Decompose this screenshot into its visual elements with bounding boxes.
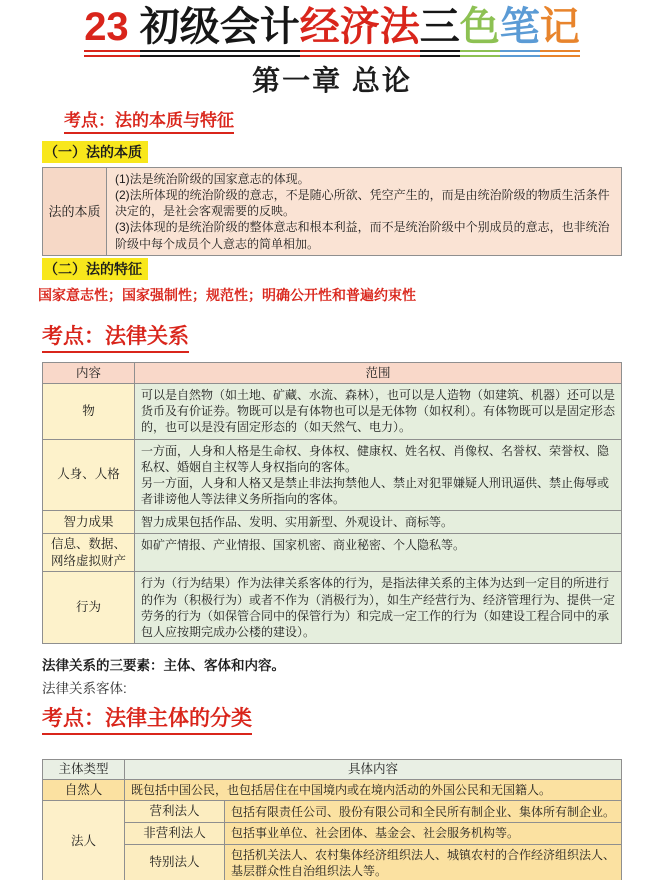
relations-header-scope: 范围 [135,362,622,384]
relations-label-intellect: 智力成果 [43,510,135,533]
title-segment-course: 初级会计 [140,6,300,57]
object-note: 法律关系客体: [42,680,127,696]
subjects-sublabel-forprofit: 营利法人 [125,801,225,823]
relations-text-person [135,439,622,510]
subjects-label-natural: 自然人 [43,779,125,801]
relations-table [42,362,622,644]
title-segment-year: 23 [84,6,140,57]
subjects-text-nonprofit: 包括事业单位、社会团体、基金会、社会服务机构等。 [225,823,622,845]
subjects-table [42,759,622,880]
subjects-header-type: 主体类型 [43,759,125,779]
topic-heading-essence-text: 考点：法的本质与特征 [64,106,234,134]
essence-line-3: (3)法体现的是统治阶级的整体意志和根本利益，而不是统治阶级中个别成员的意志，也非统治阶级中每个成员个人意志的简单相加。 [115,220,610,251]
table-row [43,384,622,439]
table-row [43,533,622,572]
relations-header-content: 内容 [43,362,135,384]
subjects-label-legal: 法人 [43,801,125,880]
table-row [43,779,622,801]
relations-text-intellect [135,510,622,533]
table-row [43,823,622,845]
essence-content-cell [107,168,622,255]
topic-heading-relations-text: 考点：法律关系 [42,320,189,353]
title-segment-three: 三 [420,6,460,57]
subjects-sublabel-nonprofit: 非营利法人 [125,823,225,845]
cell-paragraph: 可以是自然物（如土地、矿藏、水流、森林），也可以是人造物（如建筑、机器）还可以是货币及有价证券。物既可以是有体物也可以是无体物（如权利）。有体物既可以是固定形态的，也可以是没有固定形态的（如天然气、电力）。 [141,388,616,435]
subjects-text-forprofit: 包括有限责任公司、股份有限公司和全民所有制企业、集体所有制企业。 [225,801,622,823]
subjects-header-detail: 具体内容 [125,759,622,779]
relations-text-data [135,533,622,572]
table-row [43,801,622,823]
relations-text-thing [135,384,622,439]
cell-paragraph: 一方面，人身和人格是生命权、身体权、健康权、姓名权、肖像权、名誉权、荣誉权、隐私权、婚姻自主权等人身权指向的客体。 [141,443,610,474]
features-line: 国家意志性；国家强制性；规范性；明确公开性和普遍约束性 [38,286,416,303]
topic-heading-subjects-text: 考点：法律主体的分类 [42,702,252,735]
topic-heading-essence [64,106,622,134]
cell-paragraph: 行为（行为结果）作为法律关系客体的行为，是指法律关系的主体为达到一定目的所进行的作为（积极行为）或者不作为（消极行为），如生产经营行为、经济管理行为、提供一定劳务的行为（如保管合同中的保管行为）和完成一定工作的行为（如建设工程合同中的承包人应按期完成办公楼的建设）。 [141,576,616,639]
relations-label-thing: 物 [43,384,135,439]
essence-line-2: (2)法所体现的统治阶级的意志，不是随心所欲、凭空产生的，而是由统治阶级的物质生活条件决定的，是社会客观需要的反映。 [115,188,610,219]
relations-label-behavior: 行为 [43,572,135,643]
three-elements-note: 法律关系的三要素：主体、客体和内容。 [42,657,285,673]
subjects-text-natural: 既包括中国公民，也包括居住在中国境内或在境内活动的外国公民和无国籍人。 [125,779,622,801]
relations-label-data: 信息、数据、网络虚拟财产 [43,533,135,572]
table-row [43,510,622,533]
relations-text-behavior [135,572,622,643]
essence-line-1: (1)法是统治阶级的国家意志的体现。 [115,172,310,187]
table-header-row [43,759,622,779]
title-segment-subject: 经济法 [300,6,420,57]
title-segment-color: 色 [460,6,500,57]
subjects-text-special: 包括机关法人、农村集体经济组织法人、城镇农村的合作经济组织法人、基层群众性自治组织法人等。 [225,844,622,880]
chapter-title: 第一章 总论 [252,65,412,97]
topic-heading-relations [42,320,622,353]
essence-label-cell: 法的本质 [43,168,107,255]
relations-label-person: 人身、人格 [43,439,135,510]
table-row [43,168,622,255]
cell-paragraph: 另一方面，人身和人格又是禁止非法拘禁他人、禁止对犯罪嫌疑人刑讯逼供、禁止侮辱或者诽谤他人等法律义务所指向的客体。 [141,475,610,506]
subsection-heading-features: （二）法的特征 [42,258,148,280]
table-header-row [43,362,622,384]
topic-heading-subjects [42,702,622,735]
page-title [42,6,622,57]
table-row [43,844,622,880]
cell-paragraph: 智力成果包括作品、发明、实用新型、外观设计、商标等。 [141,514,454,529]
table-row [43,439,622,510]
essence-table [42,167,622,255]
cell-paragraph: 如矿产情报、产业情报、国家机密、商业秘密、个人隐私等。 [141,537,466,552]
subsection-heading-essence: （一）法的本质 [42,141,148,163]
title-segment-pen: 笔 [500,6,540,57]
table-row [43,572,622,643]
title-segment-note: 记 [540,6,580,57]
subjects-sublabel-special: 特别法人 [125,844,225,880]
